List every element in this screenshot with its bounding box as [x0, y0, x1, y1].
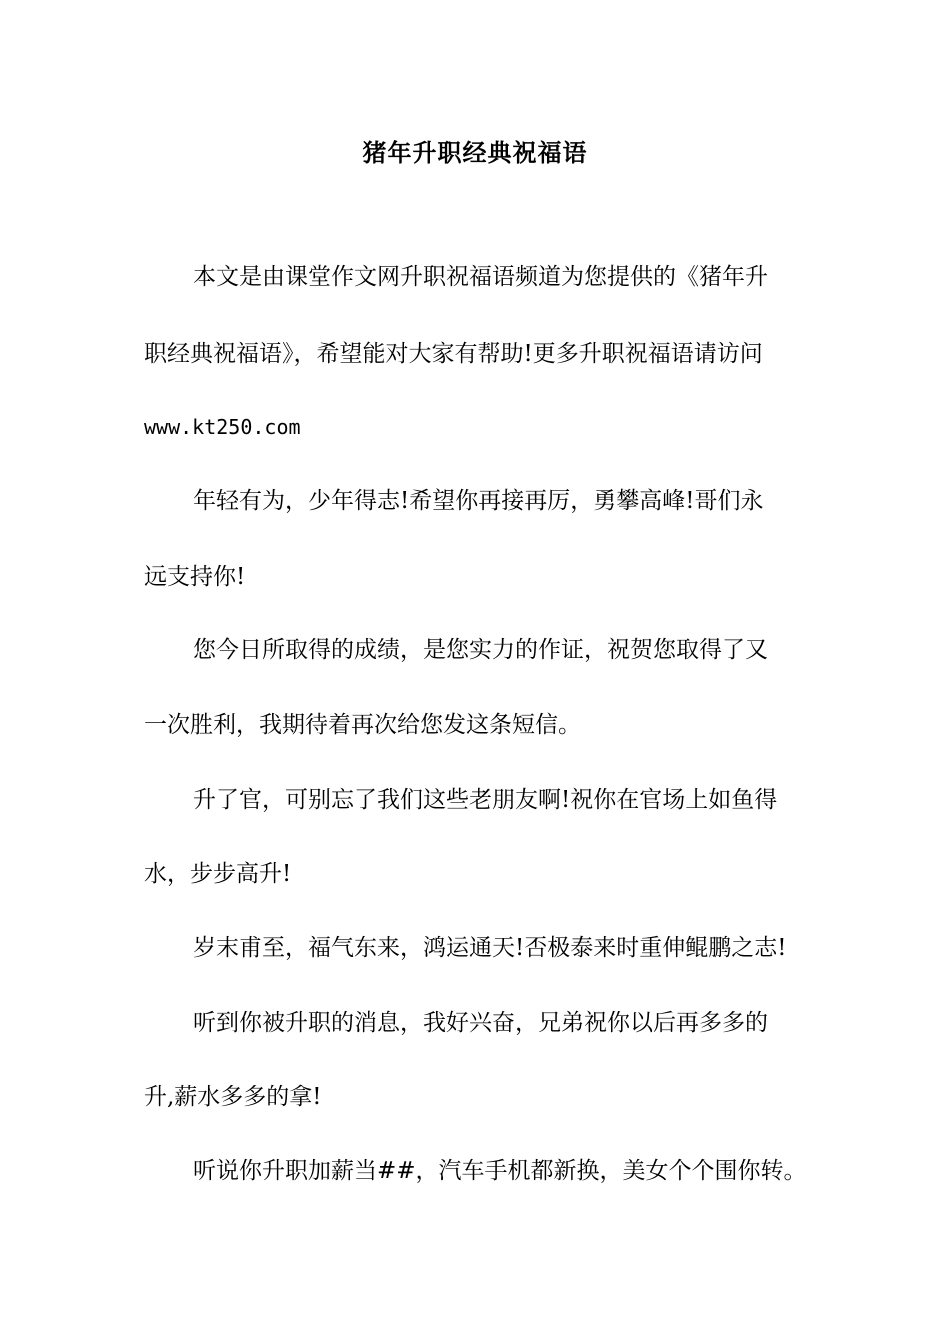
paragraph-line: 职经典祝福语》，希望能对大家有帮助!更多升职祝福语请访问 — [144, 341, 763, 367]
paragraph-line: 年轻有为，少年得志!希望你再接再厉，勇攀高峰!哥们永 — [193, 488, 764, 514]
paragraph-line: 升,薪水多多的拿! — [144, 1084, 322, 1110]
paragraph-line: 岁末甫至，福气东来，鸿运通天!否极泰来时重伸鲲鹏之志! — [193, 935, 787, 961]
document-title: 猪年升职经典祝福语 — [362, 139, 588, 167]
paragraph-line: 听到你被升职的消息，我好兴奋，兄弟祝你以后再多多的 — [193, 1010, 768, 1036]
paragraph-line: 一次胜利，我期待着再次给您发这条短信。 — [144, 712, 581, 738]
paragraph-line: 远支持你! — [144, 564, 246, 590]
paragraph-line: 听说你升职加薪当##，汽车手机都新换，美女个个围你转。 — [193, 1158, 807, 1184]
paragraph-line: 本文是由课堂作文网升职祝福语频道为您提供的《猪年升 — [193, 264, 768, 290]
website-url: www.kt250.com — [144, 415, 301, 439]
paragraph-line: 水，步步高升! — [144, 861, 292, 887]
paragraph-line: 升了官，可别忘了我们这些老朋友啊!祝你在官场上如鱼得 — [193, 787, 778, 813]
paragraph-line: 您今日所取得的成绩，是您实力的作证，祝贺您取得了又 — [193, 637, 768, 663]
